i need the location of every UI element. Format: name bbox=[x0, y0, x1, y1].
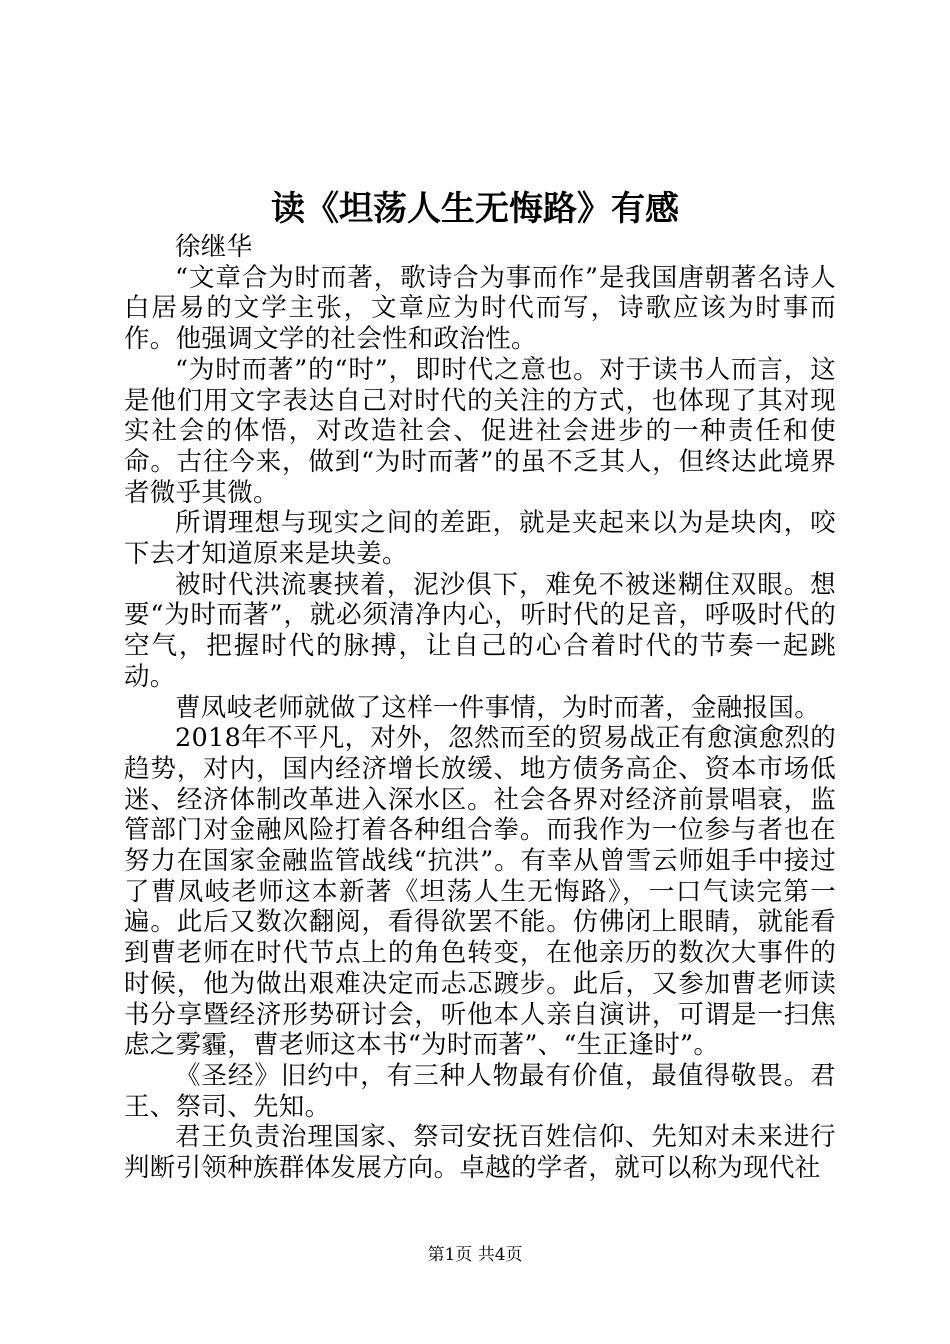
paragraph: 所谓理想与现实之间的差距，就是夹起来以为是块肉，咬下去才知道原来是块姜。 bbox=[124, 508, 836, 570]
paragraph: 《圣经》旧约中，有三种人物最有价值，最值得敬畏。君王、祭司、先知。 bbox=[124, 1060, 836, 1122]
paragraph: 2018年不平凡，对外，忽然而至的贸易战正有愈演愈烈的趋势，对内，国内经济增长放缓、地方债务高企、资本市场低迷、经济体制改革进入深水区。社会各界对经济前景唱衰，监管部门对金融风险打着各种组合拳。而我作为一位参与者也在努力在国家金融监管战线“抗洪”。有幸从曾雪云师姐手中接过了曹凤岐老师这本新著《坦荡人生无悔路》，一口气读完第一遍。此后又数次翻阅，看得欲罢不能。仿佛闭上眼睛，就能看到曹老师在时代节点上的角色转变，在他亲历的数次大事件的时候，他为做出艰难决定而忐忑踱步。此后，又参加曹老师读书分享暨经济形势研讨会，听他本人亲自演讲，可谓是一扫焦虑之雾霾，曹老师这本书“为时而著”、“生正逢时”。 bbox=[124, 723, 836, 1061]
paragraph: 被时代洪流裹挟着，泥沙俱下，难免不被迷糊住双眼。想要“为时而著”，就必须清净内心，听时代的足音，呼吸时代的空气，把握时代的脉搏，让自己的心合着时代的节奏一起跳动。 bbox=[124, 569, 836, 692]
document-body bbox=[124, 232, 836, 1184]
paragraph: “文章合为时而著，歌诗合为事而作”是我国唐朝著名诗人白居易的文学主张，文章应为时代而写，诗歌应该为时事而作。他强调文学的社会性和政治性。 bbox=[124, 262, 836, 355]
paragraph: 君王负责治理国家、祭司安抚百姓信仰、先知对未来进行判断引领种族群体发展方向。卓越的学者，就可以称为现代社 bbox=[124, 1122, 836, 1184]
paragraph: “为时而著”的“时”，即时代之意也。对于读书人而言，这是他们用文字表达自己对时代的关注的方式，也体现了其对现实社会的体悟，对改造社会、促进社会进步的一种责任和使命。古往今来，做到“为时而著”的虽不乏其人，但终达此境界者微乎其微。 bbox=[124, 354, 836, 508]
paragraph: 曹凤岐老师就做了这样一件事情，为时而著，金融报国。 bbox=[175, 692, 821, 723]
author-line: 徐继华 bbox=[175, 232, 253, 262]
page-footer: 第1页 共4页 bbox=[427, 1245, 523, 1265]
document-title: 读《坦荡人生无悔路》有感 bbox=[271, 189, 679, 229]
